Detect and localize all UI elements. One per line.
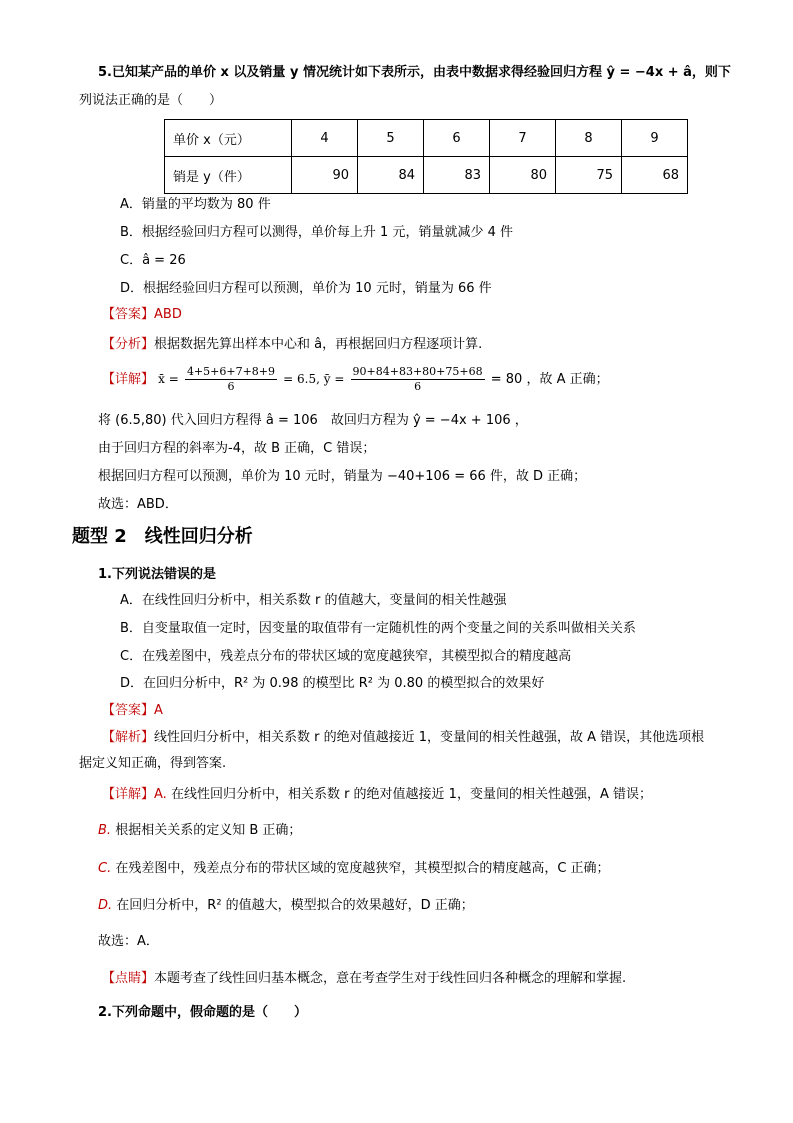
answer-value: A — [154, 703, 163, 718]
answer-tag: 【答案】 — [102, 703, 155, 718]
q1-comment — [102, 970, 626, 988]
xbar-fraction — [185, 365, 277, 394]
price-sales-table — [164, 119, 688, 194]
detail-d-text: 在回归分析中，R² 的值越大，模型拟合的效果越好，D 正确； — [112, 898, 474, 913]
answer-value: ABD — [154, 307, 182, 322]
xbar-prefix: x̄ = — [158, 372, 179, 386]
xbar-denominator: 6 — [227, 380, 235, 393]
table-cell: 68 — [622, 157, 688, 194]
table-cell: 8 — [556, 120, 622, 157]
q5-option-b: B．根据经验回归方程可以测得，单价每上升 1 元，销量就减少 4 件 — [120, 225, 513, 240]
table-cell: 84 — [358, 157, 424, 194]
analysis-text: 线性回归分析中，相关系数 r 的绝对值越接近 1，变量间的相关性越强，故 A 错误，其他选项根 — [154, 730, 705, 745]
q5-detail-line3: 由于回归方程的斜率为-4，故 B 正确，C 错误； — [98, 441, 376, 456]
detail-c-text: 在残差图中，残差点分布的带状区域的宽度越狭窄，其模型拟合的精度越高，C 正确； — [111, 861, 610, 876]
q5-detail-line4: 根据回归方程可以预测，单价为 10 元时，销量为 −40+106 = 66 件，故 D 正确； — [98, 469, 587, 484]
table-cell: 6 — [424, 120, 490, 157]
analysis-tag: 【解析】 — [102, 730, 155, 745]
detail-c-label: C. — [98, 861, 112, 876]
ybar-suffix: = 80 ，故 A 正确； — [490, 372, 609, 387]
q5-stem-text: 5.已知某产品的单价 x 以及销量 y 情况统计如下表所示，由表中数据求得经验回归方程 ŷ = −4x + â，则下 — [98, 65, 731, 80]
table-cell: 5 — [358, 120, 424, 157]
q1-detail-c — [98, 860, 610, 878]
table-cell: 4 — [292, 120, 358, 157]
q5-stem-line1 — [98, 64, 731, 82]
table-cell: 9 — [622, 120, 688, 157]
detail-b-label: B. — [98, 823, 112, 838]
q1-analysis-line2: 据定义知正确，得到答案. — [79, 756, 227, 771]
q5-answer — [102, 306, 182, 324]
table-cell: 90 — [292, 157, 358, 194]
q5-detail-line2: 将 (6.5,80) 代入回归方程得 â = 106 故回归方程为 ŷ = −4x + 106 ， — [98, 413, 528, 428]
comment-text: 本题考查了线性回归基本概念，意在考查学生对于线性回归各种概念的理解和掌握. — [154, 971, 627, 986]
table-row-label: 销是 y（件） — [165, 157, 292, 194]
analysis-text: 根据数据先算出样本中心和 â，再根据回归方程逐项计算. — [154, 337, 483, 352]
q1-option-a: A．在线性回归分析中，相关系数 r 的值越大，变量间的相关性越强 — [120, 593, 507, 608]
q1-stem: 1.下列说法错误的是 — [98, 567, 216, 582]
xbar-mid: = 6.5, ȳ = — [283, 372, 345, 386]
q1-option-d: D．在回归分析中，R² 为 0.98 的模型比 R² 为 0.80 的模型拟合的效果好 — [120, 676, 545, 691]
q5-option-d: D．根据经验回归方程可以预测，单价为 10 元时，销量为 66 件 — [120, 281, 492, 296]
ybar-numerator: 90+84+83+80+75+68 — [352, 365, 483, 378]
q1-answer — [102, 702, 163, 720]
q1-option-c: C．在残差图中，残差点分布的带状区域的宽度越狭窄，其模型拟合的精度越高 — [120, 649, 572, 664]
table-cell: 80 — [490, 157, 556, 194]
answer-tag: 【答案】 — [102, 307, 155, 322]
table-cell: 75 — [556, 157, 622, 194]
detail-a-text: 在线性回归分析中，相关系数 r 的绝对值越接近 1，变量间的相关性越强，A 错误； — [166, 787, 652, 802]
q1-choose: 故选：A． — [98, 934, 159, 949]
comment-tag: 【点睛】 — [102, 971, 155, 986]
table-row — [165, 157, 688, 194]
q5-option-a: A．销量的平均数为 80 件 — [120, 197, 271, 212]
q5-option-c: C．â = 26 — [120, 253, 186, 268]
table-row-label: 单价 x（元） — [165, 120, 292, 157]
xbar-numerator: 4+5+6+7+8+9 — [186, 365, 276, 378]
q1-detail-b — [98, 822, 301, 840]
analysis-tag: 【分析】 — [102, 337, 155, 352]
q5-detail-line1 — [102, 362, 609, 396]
q1-analysis-line1 — [102, 729, 704, 747]
q1-detail-a — [102, 786, 652, 804]
detail-a-label: A. — [154, 787, 167, 802]
detail-tag: 【详解】 — [102, 787, 155, 802]
section-title: 题型 2 线性回归分析 — [72, 526, 253, 547]
table-cell: 83 — [424, 157, 490, 194]
q5-detail-line5: 故选：ABD． — [98, 497, 178, 512]
detail-d-label: D. — [98, 898, 113, 913]
detail-b-text: 根据相关关系的定义知 B 正确； — [111, 823, 302, 838]
ybar-denominator: 6 — [414, 380, 422, 393]
q5-analysis — [102, 336, 482, 354]
table-row — [165, 120, 688, 157]
q1-option-b: B．自变量取值一定时，因变量的取值带有一定随机性的两个变量之间的关系叫做相关关系 — [120, 621, 636, 636]
detail-tag: 【详解】 — [102, 372, 155, 387]
q2-stem: 2.下列命题中，假命题的是（ ） — [98, 1005, 307, 1020]
ybar-fraction — [351, 365, 485, 394]
table-cell: 7 — [490, 120, 556, 157]
q5-stem-line2: 列说法正确的是（ ） — [79, 93, 223, 108]
q1-detail-d — [98, 897, 474, 915]
